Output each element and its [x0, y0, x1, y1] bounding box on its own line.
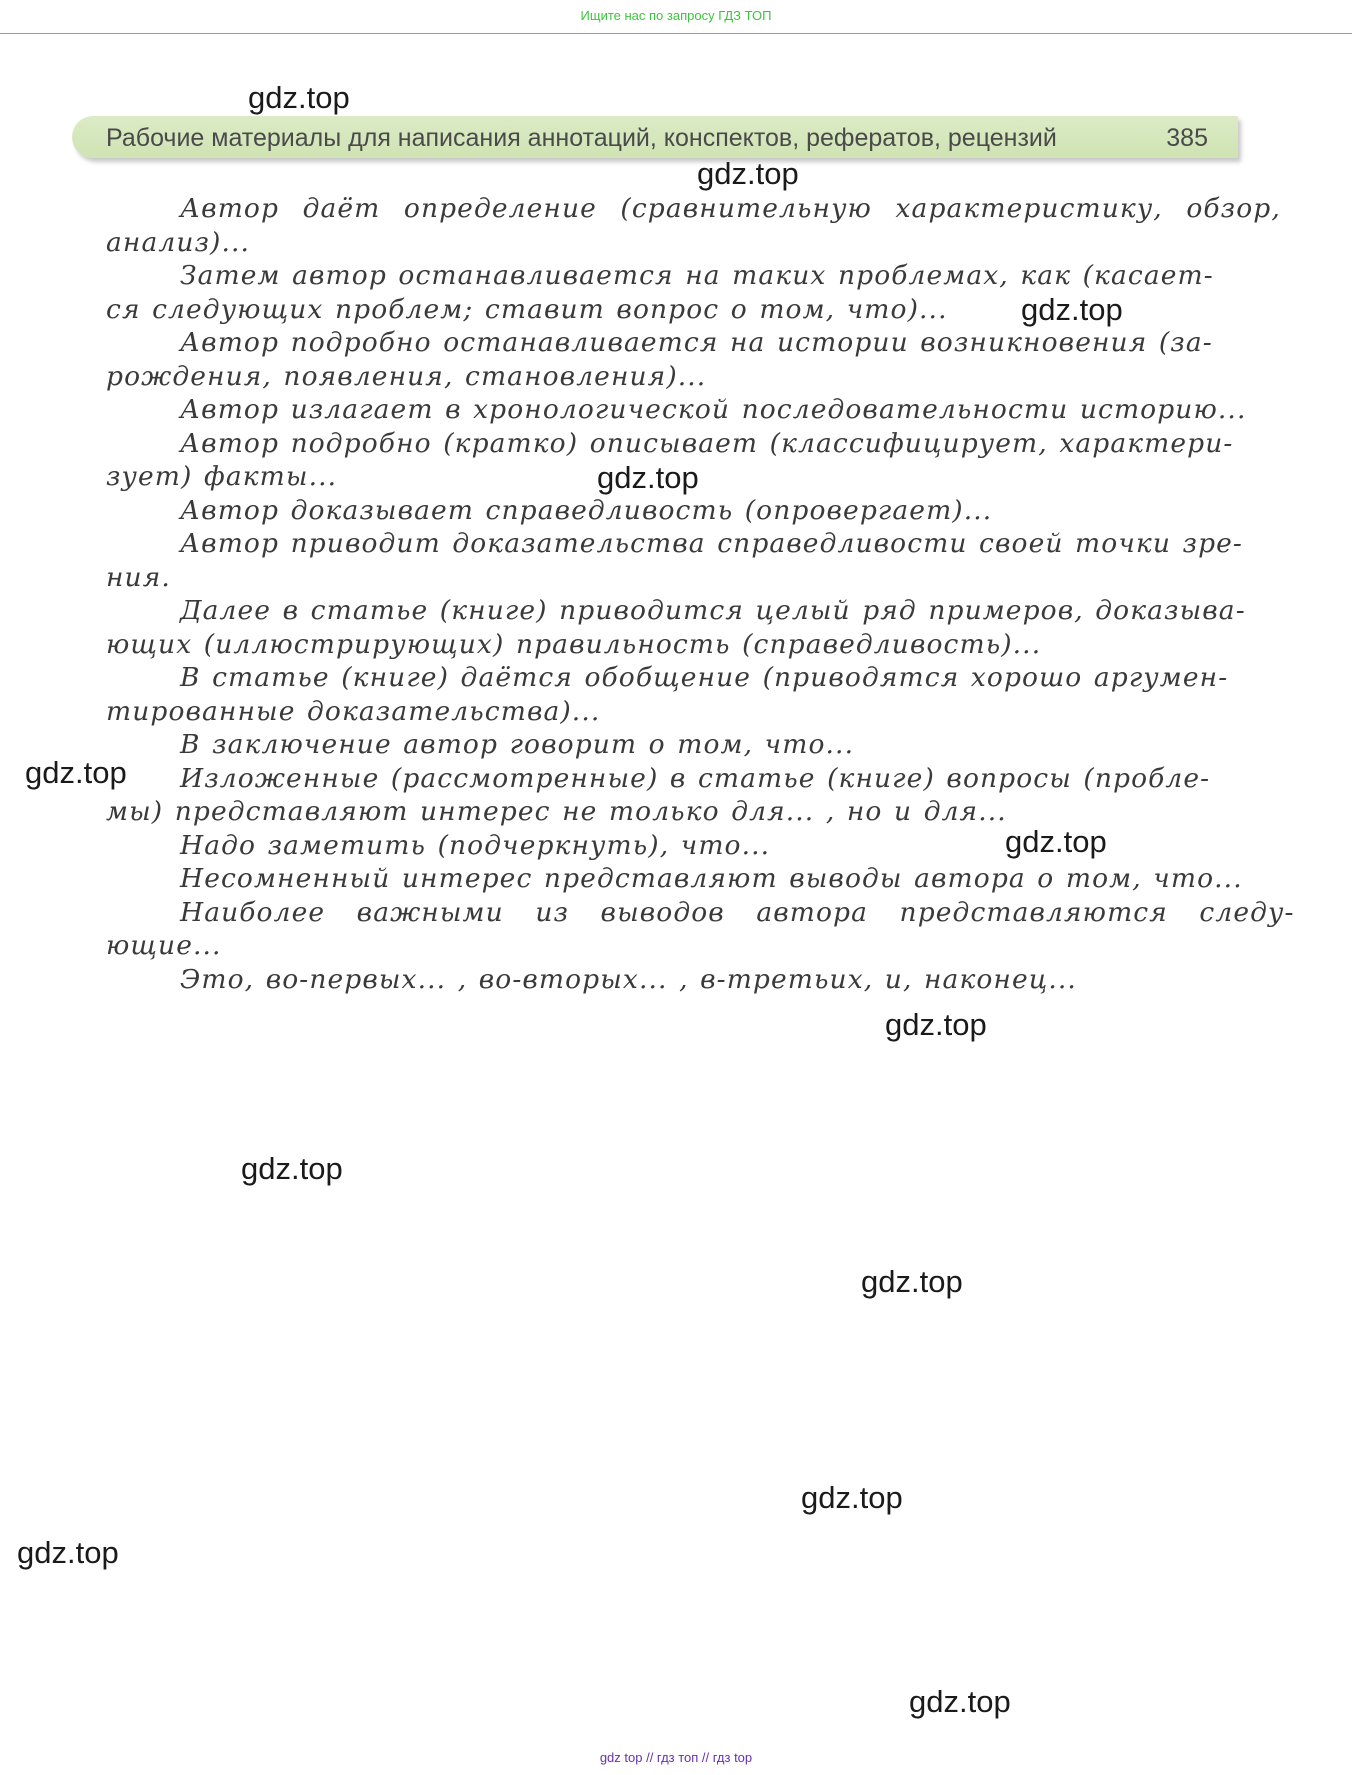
- text-line: Автор подробно останавливается на истории возникновения (за-: [180, 327, 1213, 358]
- watermark: gdz.top: [1005, 824, 1107, 859]
- footer-text[interactable]: gdz top // гдз топ // гдз top: [599, 1750, 753, 1765]
- watermark: gdz.top: [909, 1684, 1011, 1719]
- section-header: [72, 116, 1238, 158]
- top-banner-text[interactable]: Ищите нас по запросу ГДЗ ТОП: [580, 8, 772, 23]
- watermark: gdz.top: [801, 1480, 903, 1515]
- text-line: Это, во-первых... , во-вторых... , в-третьих, и, наконец...: [180, 963, 1077, 995]
- text-line: Изложенные (рассмотренные) в статье (книге) вопросы (пробле-: [180, 762, 1211, 794]
- top-banner: [0, 0, 1352, 34]
- text-line: Несомненный интерес представляют выводы автора о том, что...: [180, 863, 1243, 894]
- watermark: gdz.top: [241, 1151, 343, 1186]
- text-line: Надо заметить (подчеркнуть), что...: [180, 829, 771, 861]
- watermark: gdz.top: [25, 755, 127, 790]
- text-line: Затем автор останавливается на таких проблемах, как (касает-: [180, 260, 1214, 291]
- text-line: В статье (книге) даётся обобщение (приводятся хорошо аргумен-: [180, 662, 1229, 693]
- text-line: мы) представляют интерес не только для... , но и для...: [106, 796, 1007, 827]
- watermark: gdz.top: [1021, 292, 1123, 327]
- text-line: анализ)...: [106, 226, 251, 258]
- watermark: gdz.top: [17, 1535, 119, 1570]
- text-line: Автор приводит доказательства справедливости своей точки зре-: [180, 528, 1243, 559]
- text-line: Далее в статье (книге) приводится целый ряд примеров, доказыва-: [180, 595, 1246, 626]
- text-line: Автор даёт определение (сравнительную характеристику, обзор,: [180, 193, 1281, 224]
- text-line: Автор подробно (кратко) описывает (классифицирует, характери-: [180, 427, 1234, 459]
- text-line: ющих (иллюстрирующих) правильность (справедливость)...: [106, 628, 1042, 660]
- text-line: Автор излагает в хронологической последовательности историю...: [180, 394, 1247, 425]
- text-line: Наиболее важными из выводов автора представляются следу-: [180, 896, 1295, 928]
- text-line: В заключение автор говорит о том, что...: [180, 729, 855, 760]
- text-line: зует) факты...: [106, 461, 338, 492]
- text-line: ния.: [106, 561, 171, 593]
- text-line: тированные доказательства)...: [106, 695, 601, 727]
- watermark: gdz.top: [697, 156, 799, 191]
- text-line: ся следующих проблем; ставит вопрос о том, что)...: [106, 293, 948, 325]
- watermark: gdz.top: [885, 1007, 987, 1042]
- page-number: 385: [1166, 124, 1208, 152]
- watermark: gdz.top: [861, 1264, 963, 1299]
- footer-links: [0, 1750, 1352, 1765]
- watermark: gdz.top: [597, 460, 699, 495]
- section-title: Рабочие материалы для написания аннотаций, конспектов, рефератов, рецензий: [106, 124, 1057, 152]
- text-line: рождения, появления, становления)...: [106, 360, 707, 392]
- text-line: Автор доказывает справедливость (опровергает)...: [180, 494, 993, 526]
- watermark: gdz.top: [248, 80, 350, 115]
- text-line: ющие...: [106, 930, 222, 961]
